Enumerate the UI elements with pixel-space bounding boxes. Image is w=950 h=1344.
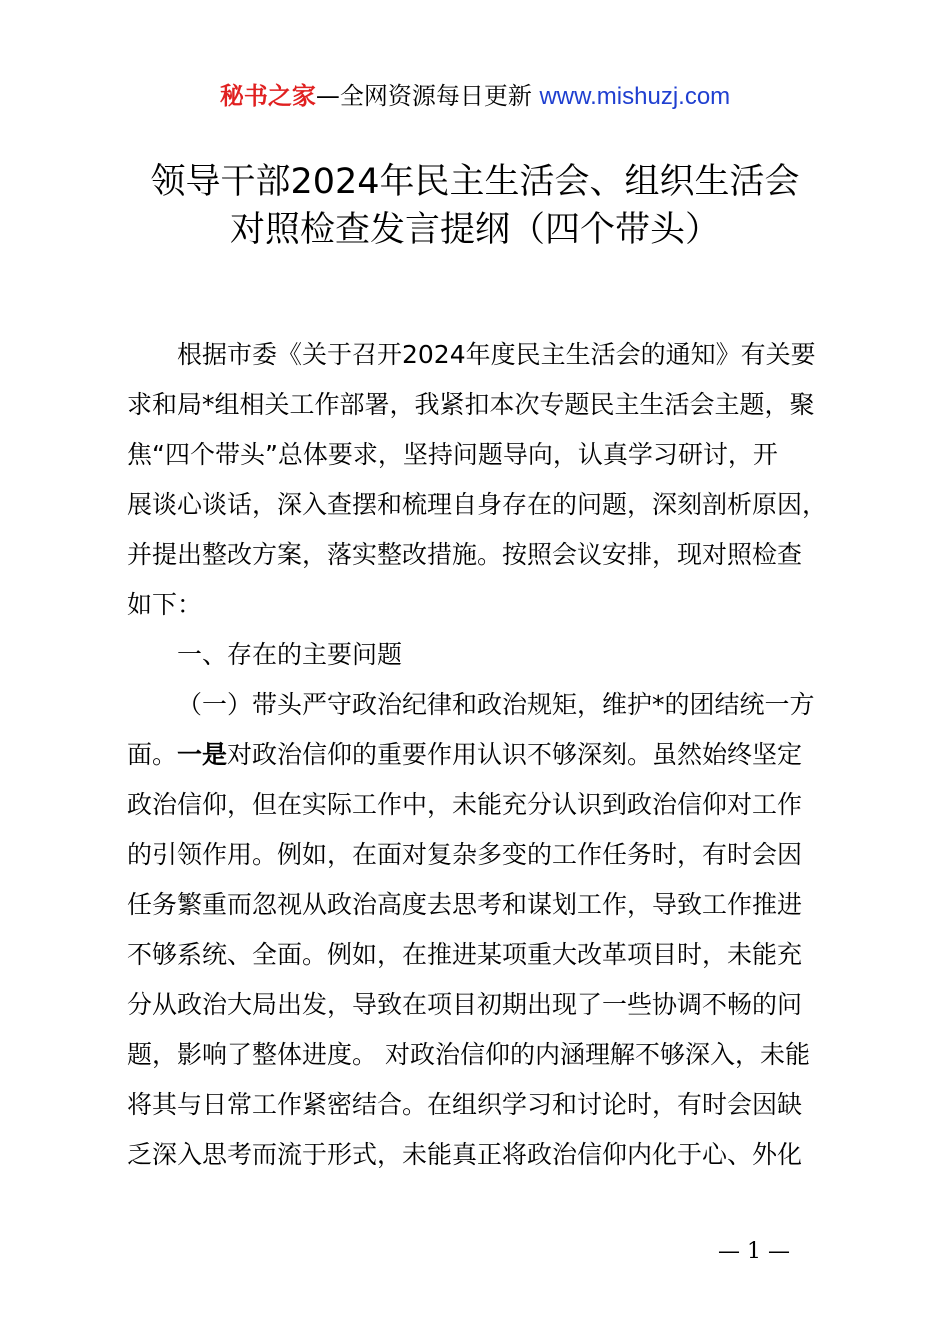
brand-name: 秘书之家: [219, 82, 316, 110]
body-line: 求和局*组相关工作部署，我紧扣本次专题民主生活会主题，聚: [127, 390, 815, 419]
body-line: 焦“四个带头”总体要求，坚持问题导向，认真学习研讨，开: [127, 440, 778, 469]
banner-tagline: —全网资源每日更新: [315, 82, 540, 110]
body-line: 乏深入思考而流于形式，未能真正将政治信仰内化于心、外化: [127, 1140, 803, 1169]
body-line: 将其与日常工作紧密结合。在组织学习和讨论时，有时会因缺: [127, 1090, 803, 1119]
body-text-span: 对政治信仰的重要作用认识不够深刻。虽然始终坚定: [227, 740, 803, 769]
page-number: — 1 —: [718, 1239, 790, 1264]
body-line: 的引领作用。例如，在面对复杂多变的工作任务时，有时会因: [127, 840, 803, 869]
body-line: 分从政治大局出发，导致在项目初期出现了一些协调不畅的问: [127, 990, 803, 1019]
body-line: 并提出整改方案，落实整改措施。按照会议安排，现对照检查: [127, 540, 803, 569]
body-line: 政治信仰，但在实际工作中，未能充分认识到政治信仰对工作: [127, 790, 803, 819]
bold-keyword: 一是: [177, 740, 228, 769]
body-line-with-bold: [127, 730, 802, 780]
body-line: 展谈心谈话，深入查摆和梳理自身存在的问题，深刻剖析原因，: [127, 490, 828, 519]
document-title-line-2: 对照检查发言提纲（四个带头）: [229, 210, 720, 250]
subsection-heading: （一）带头严守政治纪律和政治规矩，维护*的团结统一方: [177, 690, 815, 719]
body-line: 如下：: [127, 590, 203, 619]
document-title-line-1: 领导干部2024年民主生活会、组织生活会: [150, 162, 800, 202]
site-url[interactable]: www.mishuzj.com: [539, 83, 731, 110]
body-line: 不够系统、全面。例如，在推进某项重大改革项目时，未能充: [127, 940, 803, 969]
body-line: 题，影响了整体进度。 对政治信仰的内涵理解不够深入，未能: [127, 1040, 810, 1069]
section-heading: 一、存在的主要问题: [177, 640, 403, 669]
site-banner: [0, 78, 950, 115]
body-line: 任务繁重而忽视从政治高度去思考和谋划工作，导致工作推进: [127, 890, 803, 919]
body-line: 根据市委《关于召开2024年度民主生活会的通知》有关要: [177, 340, 816, 369]
body-text-span: 面。: [127, 740, 178, 769]
